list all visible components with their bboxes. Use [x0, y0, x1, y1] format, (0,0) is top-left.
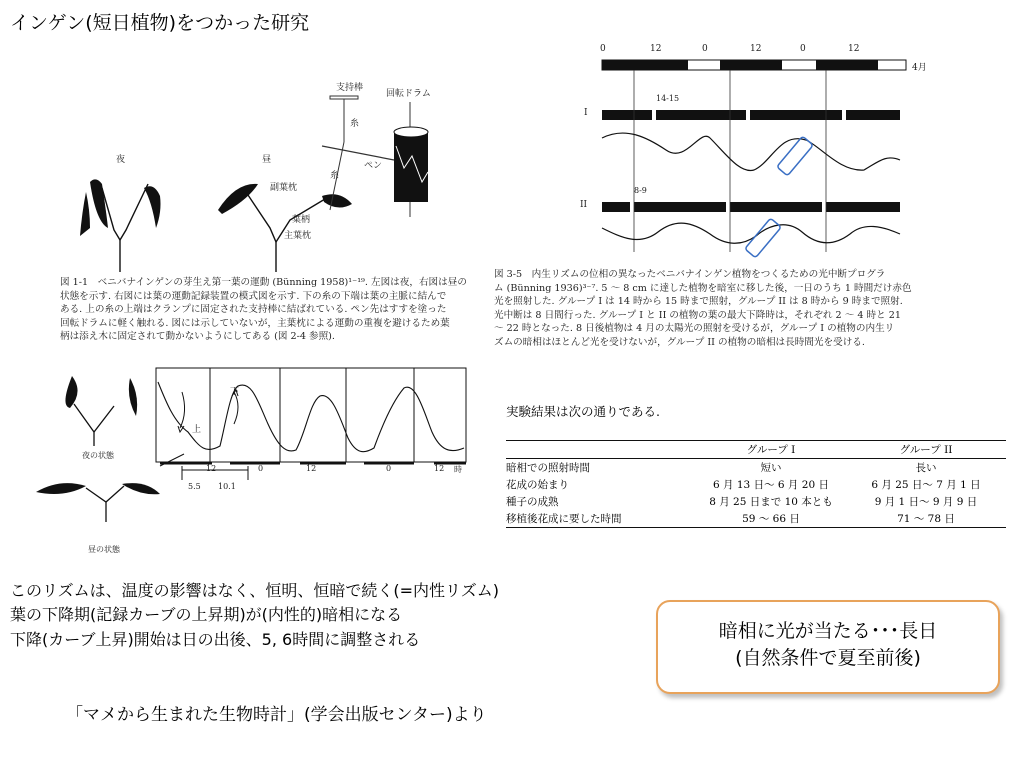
pulse-8-9-label: 8-9	[634, 186, 647, 195]
sub-pulvinus-label: 副葉枕	[270, 183, 298, 193]
petiole-label: 葉柄	[292, 215, 311, 225]
down-label: 下	[230, 387, 240, 397]
body-line-3: 下降(カーブ上昇)開始は日の出後、5, 6時間に調整される	[10, 630, 421, 649]
record-tick-12a: 12	[206, 464, 217, 473]
top-tick-12c: 12	[848, 44, 860, 54]
night-state-label: 夜の状態	[82, 451, 114, 460]
callout-line-2: (自然条件で夏至前後)	[735, 646, 921, 669]
day-label: 昼	[262, 155, 272, 165]
header-group-2: グループ II	[899, 444, 953, 456]
table-row: 移植後花成に要した時間 59 ～ 66 日 71 ～ 78 日	[506, 513, 955, 525]
callout-line-1: 暗相に光が当たる･･･長日	[718, 620, 938, 642]
leaf-apparatus-illustration	[60, 72, 480, 272]
record-tick-12b: 12	[306, 464, 317, 473]
top-tick-0a: 0	[600, 44, 606, 54]
header-blank	[506, 441, 696, 459]
source-citation: 「マメから生まれた生物時計」(学会出版センター)より	[66, 705, 487, 725]
results-table	[506, 440, 1006, 528]
table-row: 花成の始まり 6 月 13 日～ 6 月 20 日 6 月 25 日～ 7 月 1 日	[506, 479, 981, 491]
top-tick-0b: 0	[702, 44, 708, 54]
thread-label-upper: 糸	[350, 119, 360, 129]
results-header-row	[506, 441, 1006, 459]
top-tick-12a: 12	[650, 44, 662, 54]
thread-label-lower: 糸	[330, 171, 340, 181]
dimension-10-1: 10.1	[218, 482, 236, 491]
top-tick-0c: 0	[800, 44, 806, 54]
slide-title: インゲン(短日植物)をつかった研究	[10, 12, 310, 34]
figure-1-1	[60, 72, 480, 272]
body-line-1: このリズムは、温度の影響はなく、恒明、恒暗で続く(=内性リズム)	[10, 581, 499, 600]
group-1-label: I	[584, 108, 588, 118]
record-tick-0b: 0	[386, 464, 392, 473]
table-row: 暗相での照射時間 短い 長い	[506, 462, 937, 474]
pulse-14-15-label: 14-15	[656, 94, 680, 103]
night-label: 夜	[116, 155, 126, 165]
top-tick-12b: 12	[750, 44, 762, 54]
long-day-callout	[656, 600, 1000, 694]
support-rod-label: 支持棒	[336, 83, 364, 93]
day-state-label: 昼の状態	[88, 545, 120, 554]
header-group-1: グループ I	[746, 444, 796, 456]
up-label: 上	[192, 425, 202, 435]
night-plant-drawing	[80, 179, 161, 272]
dimension-5-5: 5.5	[188, 482, 201, 491]
rotating-drum-label: 回転ドラム	[386, 89, 431, 99]
figure-3-5-caption: 図 3-5 内生リズムの位相の異なったベニバナインゲン植物をつくるための光中断プログラ ム (Bünning 1936)³⁻⁷. 5 ～ 8 cm に達した植物を暗室に移した後，一日のうち 1 時間だけ赤色 光を照射した. グループ I は 14 時から 15 時まで照射，グループ II は 8 時から 9 時まで照射. 光中断は 8 日間行った. グループ I と II の植物の葉の最大下降時は，それぞれ 2 ～ 4 時と 21 ～ 22 時となった. 8 日後植物は 4 月の太陽光の照射を受けるが，グループ I の植物の内生リ ズムの暗相はほとんど光を受けないが，グループ II の植物の暗相は長時間光を受ける.	[494, 269, 912, 349]
pen-label: ペン	[364, 161, 383, 171]
april-label: 4月	[912, 63, 927, 73]
record-tick-hour-unit: 時	[454, 465, 462, 474]
group-2-label: II	[580, 200, 588, 210]
body-line-2: 葉の下降期(記録カーブの上昇期)が(内性的)暗相になる	[10, 605, 403, 624]
leaf-movement-record	[30, 362, 480, 558]
record-tick-0a: 0	[258, 464, 264, 473]
figure-1-1-caption: 図 1-1 ベニバナインゲンの芽生え第一葉の運動 (Bünning 1958)¹⁻¹⁹. 左図は夜，右図は昼の 状態を示す. 右図には葉の運動記録装置の模式図を示す. 下の糸の下端は葉の主脈に結んで ある. 上の糸の上端はクランプに固定された支持棒に結ばれている. ペン先はすすを塗った 回転ドラムに軽く触れる. 図には示していないが，主葉枕による運動の重複を避けるため葉 柄は添え木に固定されて動かないようにしてある (図 2-4 参照).	[60, 277, 467, 343]
results-heading: 実験結果は次の通りである.	[506, 404, 660, 419]
light-interruption-program	[570, 42, 1020, 264]
record-tick-12c: 12	[434, 464, 445, 473]
table-row: 種子の成熟 8 月 25 日まで 10 本とも 9 月 1 日～ 9 月 9 日	[506, 496, 978, 508]
figure-3-5	[570, 42, 1020, 264]
main-pulvinus-label: 主葉枕	[284, 231, 312, 241]
